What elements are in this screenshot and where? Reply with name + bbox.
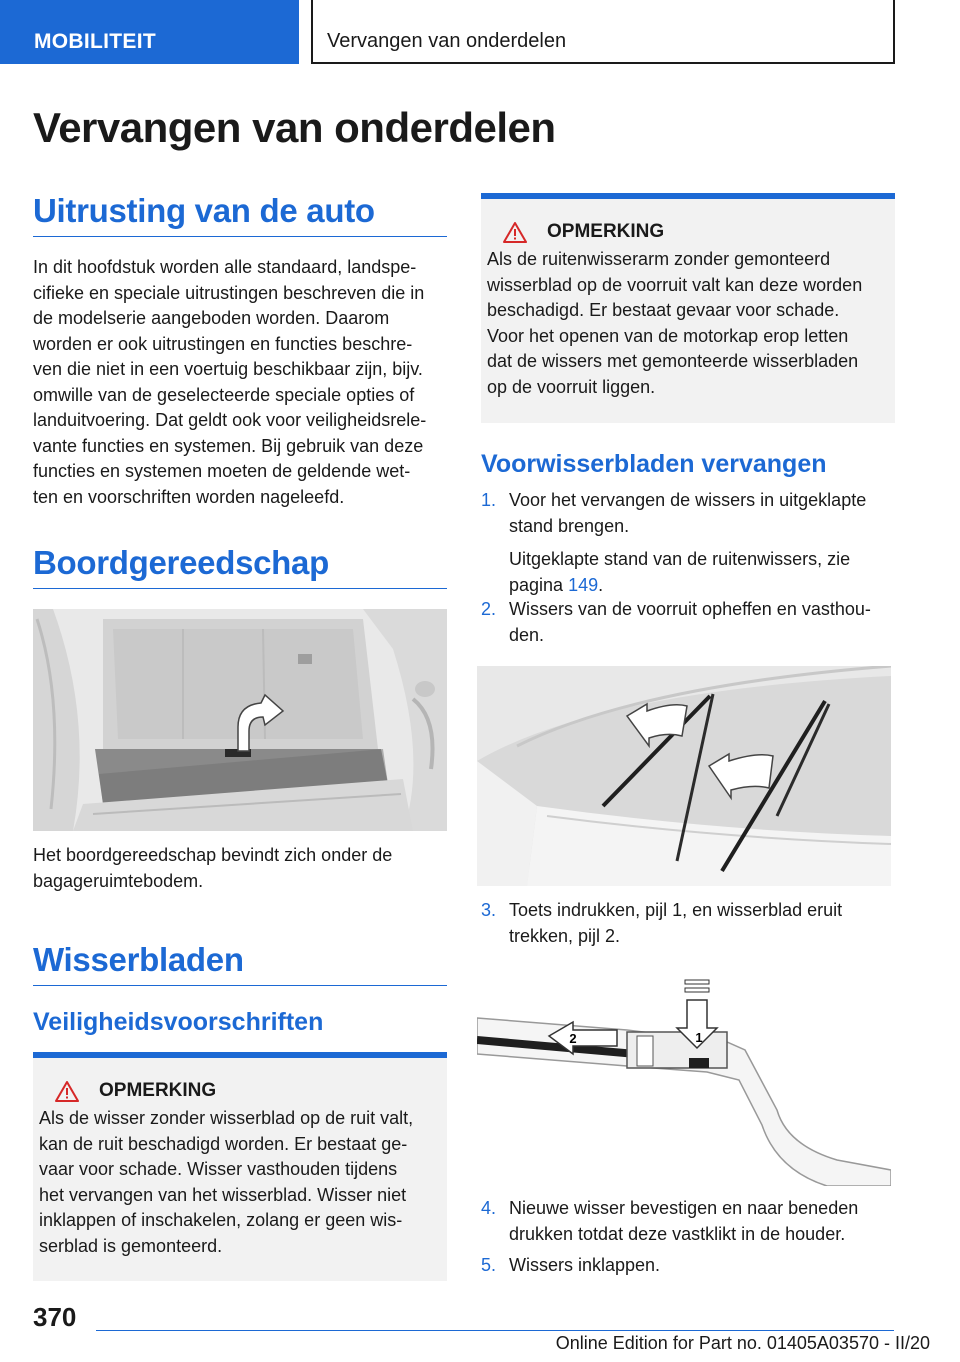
text-line: op de voorruit liggen. — [487, 376, 656, 397]
text-line: Als de wisser zonder wisserblad op de ruit valt, — [39, 1108, 414, 1128]
wiper-arm-note — [481, 193, 895, 423]
note-text — [487, 247, 883, 400]
chapter-header — [311, 0, 895, 64]
step-number: 2. — [481, 599, 497, 619]
text-line: serblad is gemonteerd. — [39, 1235, 223, 1256]
note-header — [55, 1080, 447, 1102]
text-line: Uitgeklapte stand van de ruitenwissers, zie — [509, 549, 851, 569]
wipers-section — [33, 941, 447, 1037]
wipers-heading: Wisserbladen — [33, 941, 244, 978]
text-fragment: pagina — [509, 574, 569, 595]
text-line: stand brengen. — [509, 515, 630, 536]
text-line: Wissers inklappen. — [509, 1255, 661, 1275]
toolkit-rule — [33, 588, 447, 589]
text-line: Voor het vervangen de wissers in uitgeklapte — [509, 490, 867, 510]
replace-heading: Voorwisserbladen vervangen — [481, 450, 827, 478]
text-line: beschadigd. Er bestaat gevaar voor schade. — [487, 300, 840, 320]
chapter-header-label: Vervangen van onderdelen — [327, 30, 567, 52]
toolkit-heading: Boordgereedschap — [33, 544, 329, 581]
text-line: In dit hoofdstuk worden alle standaard, landspe- — [33, 257, 417, 277]
step-number: 5. — [481, 1255, 497, 1275]
step-1 — [481, 488, 897, 608]
safety-note — [33, 1052, 447, 1281]
text-line: ten en voorschriften worden nageleefd. — [33, 486, 345, 507]
text-line: worden er ook uitrustingen en functies beschre- — [33, 333, 413, 354]
step-text — [509, 1196, 897, 1247]
step-number: 3. — [481, 900, 497, 920]
text-line: dat de wissers met gemonteerde wisserbladen — [487, 351, 859, 371]
step-text — [509, 597, 897, 648]
blade-release-figure — [477, 970, 891, 1186]
text-line: den. — [509, 624, 545, 645]
note-label: OPMERKING — [99, 1080, 217, 1101]
text-line: kan de ruit beschadigd worden. Er bestaat ge- — [39, 1133, 408, 1154]
safety-subheading: Veiligheidsvoorschriften — [33, 1008, 324, 1036]
text-line: omwille van de geselecteerde speciale opties of — [33, 384, 415, 405]
text-line: cifieke en speciale uitrustingen beschreven die in — [33, 282, 425, 303]
text-line: inklappen of inschakelen, zolang er geen wis- — [39, 1210, 403, 1230]
text-line: vante functies en systemen. Bij gebruik van deze — [33, 435, 424, 456]
text-line: ven die niet in een voertuig beschikbaar zijn, bijv. — [33, 359, 423, 379]
text-line: wisserblad op de voorruit valt kan deze worden — [487, 274, 863, 295]
note-label: OPMERKING — [547, 221, 665, 242]
page-number: 370 — [33, 1302, 77, 1332]
text-line: Toets indrukken, pijl 1, en wisserblad eruit — [509, 900, 843, 920]
text-line: het vervangen van het wisserblad. Wisser niet — [39, 1184, 407, 1205]
step-5 — [481, 1253, 897, 1283]
text-line: de modelserie aangeboden worden. Daarom — [33, 308, 390, 328]
arrow-1-label: 1 — [695, 1030, 703, 1045]
equipment-rule — [33, 236, 447, 237]
text-line: landuitvoering. Dat geldt ook voor veiligheidsrele- — [33, 410, 427, 430]
windshield-figure — [477, 666, 891, 886]
step-number: 4. — [481, 1198, 497, 1218]
toolkit-section — [33, 544, 447, 589]
step-4 — [481, 1196, 897, 1256]
page-link[interactable]: 149 — [568, 574, 599, 595]
text-line: functies en systemen moeten de geldende wet- — [33, 461, 411, 481]
page-title: Vervangen van onderdelen — [33, 104, 556, 151]
equipment-text — [33, 255, 447, 510]
section-tab — [0, 0, 299, 64]
step-2 — [481, 597, 897, 657]
section-tab-label: MOBILITEIT — [34, 30, 156, 53]
text-line: drukken totdat deze vastklikt in de houder. — [509, 1223, 846, 1244]
equipment-section — [33, 192, 447, 510]
step-3 — [481, 898, 897, 958]
step-text — [509, 1253, 897, 1279]
toolkit-caption — [33, 843, 447, 894]
trunk-figure — [33, 609, 447, 831]
note-header — [503, 221, 895, 243]
text-line: Wissers van de voorruit opheffen en vasthou- — [509, 599, 871, 619]
text-line: trekken, pijl 2. — [509, 925, 621, 946]
text-line: bagageruimtebodem. — [33, 870, 204, 891]
warning-icon — [503, 221, 527, 243]
note-text — [39, 1106, 435, 1259]
text-line: Nieuwe wisser bevestigen en naar beneden — [509, 1198, 859, 1218]
wipers-rule — [33, 985, 447, 986]
text-line — [509, 573, 897, 599]
warning-icon — [55, 1080, 79, 1102]
step-number: 1. — [481, 490, 497, 510]
text-fragment: . — [598, 574, 604, 595]
text-line: Als de ruitenwisserarm zonder gemonteerd — [487, 249, 831, 269]
text-line: Voor het openen van de motorkap erop letten — [487, 325, 849, 346]
equipment-heading: Uitrusting van de auto — [33, 192, 375, 229]
edition-footer: Online Edition for Part no. 01405A03570 - II/20 — [555, 1333, 930, 1353]
text-line: vaar voor schade. Wisser vasthouden tijdens — [39, 1159, 398, 1179]
step-text — [509, 898, 897, 949]
arrow-2-label: 2 — [569, 1031, 577, 1046]
footer-rule — [96, 1330, 894, 1331]
text-line: Het boordgereedschap bevindt zich onder de — [33, 845, 393, 865]
step-text — [509, 488, 897, 598]
